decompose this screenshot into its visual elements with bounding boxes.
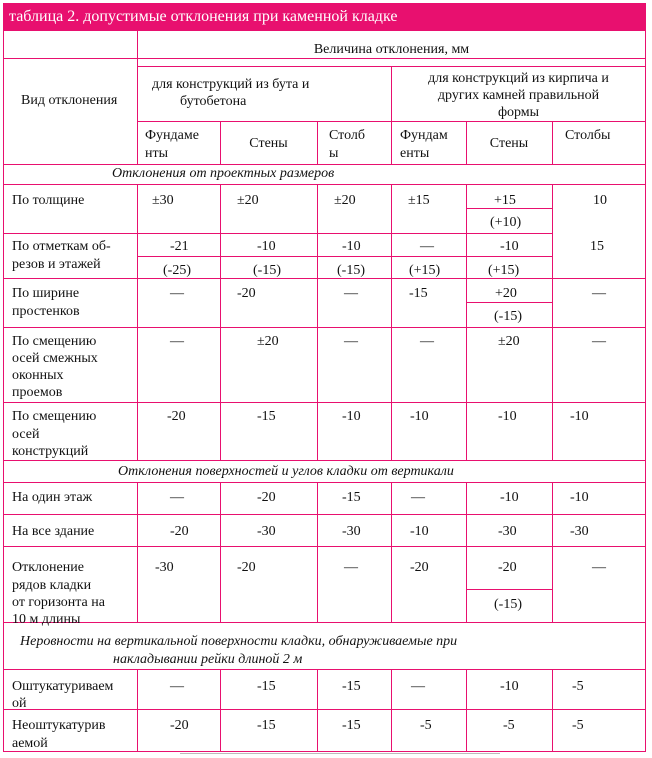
rule (137, 669, 138, 751)
table-cell: -10 (500, 490, 519, 505)
table-cell: -30 (342, 524, 361, 539)
table-cell: -10 (570, 409, 589, 424)
rule (3, 622, 646, 623)
rule (3, 402, 646, 403)
table-cell: -30 (498, 524, 517, 539)
table-cell: -30 (155, 560, 174, 575)
magnitude-header: Величина отклонения, мм (313, 42, 470, 57)
table-cell: -10 (410, 524, 429, 539)
table-cell: -20 (170, 718, 189, 733)
col-header: Фундаме (145, 128, 199, 143)
table-cell: -15 (342, 718, 361, 733)
col-header: Столбы (565, 128, 611, 143)
row-label: По отметкам об- (12, 239, 111, 254)
table-cell: -20 (237, 560, 256, 575)
row-label: осей смежных (12, 351, 98, 366)
table-cell: -10 (342, 409, 361, 424)
table-cell: -5 (572, 679, 584, 694)
rule (137, 482, 138, 622)
rule (391, 184, 392, 460)
row-label: Отклонение (12, 560, 84, 575)
row-label: резов и этажей (12, 257, 101, 272)
table-cell: -10 (570, 490, 589, 505)
row-label: аемой (12, 736, 48, 751)
table-cell: (-25) (163, 263, 191, 278)
rule (317, 669, 318, 751)
table-cell: — (170, 679, 184, 694)
rule (391, 482, 392, 622)
table-cell: — (344, 286, 358, 301)
table-cell: — (344, 334, 358, 349)
rule (317, 184, 318, 460)
table-cell: -30 (570, 524, 589, 539)
group2-header: формы (497, 105, 540, 120)
table-cell: ±20 (498, 334, 520, 349)
rule (552, 184, 553, 460)
table-cell: -10 (257, 239, 276, 254)
row-label: осей (12, 427, 40, 442)
table-cell: +15 (494, 193, 516, 208)
rule (3, 546, 646, 547)
table-cell: ±20 (237, 193, 259, 208)
table-cell: ±15 (408, 193, 430, 208)
table-cell: 15 (590, 239, 604, 254)
table-cell: -20 (498, 560, 517, 575)
rule (552, 121, 553, 164)
table-cell: -5 (420, 718, 432, 733)
table-cell: (-15) (494, 597, 522, 612)
table-cell: -15 (257, 718, 276, 733)
table-cell: -5 (503, 718, 515, 733)
table-cell: (-15) (253, 263, 281, 278)
col-header: Столб (329, 128, 366, 143)
rule (137, 256, 552, 257)
rule (317, 121, 318, 164)
table-cell: -10 (410, 409, 429, 424)
rule (3, 460, 646, 461)
table-cell: (-15) (494, 309, 522, 324)
table-cell: — (170, 334, 184, 349)
section-header: Отклонения от проектных размеров (112, 166, 335, 181)
table-cell: -15 (342, 679, 361, 694)
row-label: от горизонта на (12, 595, 105, 610)
group2-header: других камней правильной (437, 88, 600, 103)
table-cell: — (411, 490, 425, 505)
col-header: нты (145, 146, 169, 161)
table-cell: -10 (500, 239, 519, 254)
group1-header: для конструкций из бута и (152, 77, 310, 92)
rule (466, 302, 552, 303)
table-cell: -21 (170, 239, 189, 254)
table-cell: — (420, 239, 434, 254)
col-header: Стены (489, 136, 529, 151)
table-title: таблица 2. допустимые отклонения при каменной кладке (3, 3, 646, 31)
table-cell: — (420, 334, 434, 349)
cut-off-text-line (180, 753, 500, 754)
rule (3, 327, 646, 328)
row-label: Неоштукатурив (12, 718, 106, 733)
section-header: Неровности на вертикальной поверхности кладки, обнаруживаемые при (20, 634, 458, 649)
table-cell: ±30 (152, 193, 174, 208)
rule (3, 751, 646, 752)
rule (552, 669, 553, 751)
col-header: енты (400, 146, 430, 161)
row-label: По толщине (12, 193, 85, 208)
rule (466, 482, 467, 622)
rule (3, 58, 646, 59)
rule (466, 669, 467, 751)
table-cell: -10 (500, 679, 519, 694)
table-cell: -30 (257, 524, 276, 539)
row-label-header: Вид отклонения (21, 93, 118, 108)
table-cell: -20 (237, 286, 256, 301)
table-cell: — (592, 560, 606, 575)
row-label: простенков (12, 304, 80, 319)
rule (220, 669, 221, 751)
table-cell: — (170, 286, 184, 301)
group1-header: бутобетона (180, 94, 247, 109)
rule (3, 184, 646, 185)
rule (220, 184, 221, 460)
row-label: оконных (12, 368, 64, 383)
row-label: ой (12, 696, 27, 711)
table-cell: -20 (410, 560, 429, 575)
table-cell: — (592, 334, 606, 349)
rule (137, 184, 138, 460)
table-cell: — (592, 286, 606, 301)
row-label: проемов (12, 385, 63, 400)
table-cell: -5 (572, 718, 584, 733)
table-cell: — (170, 490, 184, 505)
rule (3, 164, 646, 165)
rule (466, 589, 552, 590)
row-label: На все здание (12, 524, 95, 539)
table-cell: (+15) (488, 263, 520, 278)
row-label: 10 м длины (12, 612, 81, 627)
table-cell: -15 (409, 286, 428, 301)
table-cell: ±20 (257, 334, 279, 349)
rule (220, 482, 221, 622)
section-header: Отклонения поверхностей и углов кладки от вертикали (118, 464, 454, 479)
rule (3, 233, 552, 234)
table-cell: — (411, 679, 425, 694)
table-cell: ±20 (334, 193, 356, 208)
table-cell: -20 (257, 490, 276, 505)
row-label: По ширине (12, 286, 80, 301)
group2-header: для конструкций из кирпича и (428, 71, 609, 86)
table-cell: -15 (257, 679, 276, 694)
col-header: Стены (249, 136, 288, 151)
table-cell: 10 (593, 193, 607, 208)
table-cell: (+15) (409, 263, 441, 278)
section-header: накладывании рейки длиной 2 м (113, 652, 303, 667)
rule (317, 482, 318, 622)
rule (3, 669, 646, 670)
row-label: На один этаж (12, 490, 93, 505)
table-cell: — (344, 560, 358, 575)
table-cell: -10 (498, 409, 517, 424)
table-cell: (+10) (490, 215, 522, 230)
col-header: Фундам (400, 128, 448, 143)
rule (3, 514, 646, 515)
row-label: По смещению (12, 409, 97, 424)
table-cell: +20 (495, 286, 517, 301)
row-label: Оштукатуриваем (12, 679, 114, 694)
row-label: По смещению (12, 334, 97, 349)
col-header: ы (329, 146, 339, 161)
rule (391, 669, 392, 751)
table-cell: -15 (257, 409, 276, 424)
rule (466, 184, 467, 460)
row-label: рядов кладки (12, 578, 92, 593)
rule (3, 482, 646, 483)
table-cell: -10 (342, 239, 361, 254)
rule (552, 482, 553, 622)
row-label: конструкций (12, 444, 89, 459)
rule (3, 709, 646, 710)
table-cell: -20 (167, 409, 186, 424)
table-cell: -15 (342, 490, 361, 505)
table-cell: -20 (170, 524, 189, 539)
table-cell: (-15) (337, 263, 365, 278)
rule (3, 278, 646, 279)
